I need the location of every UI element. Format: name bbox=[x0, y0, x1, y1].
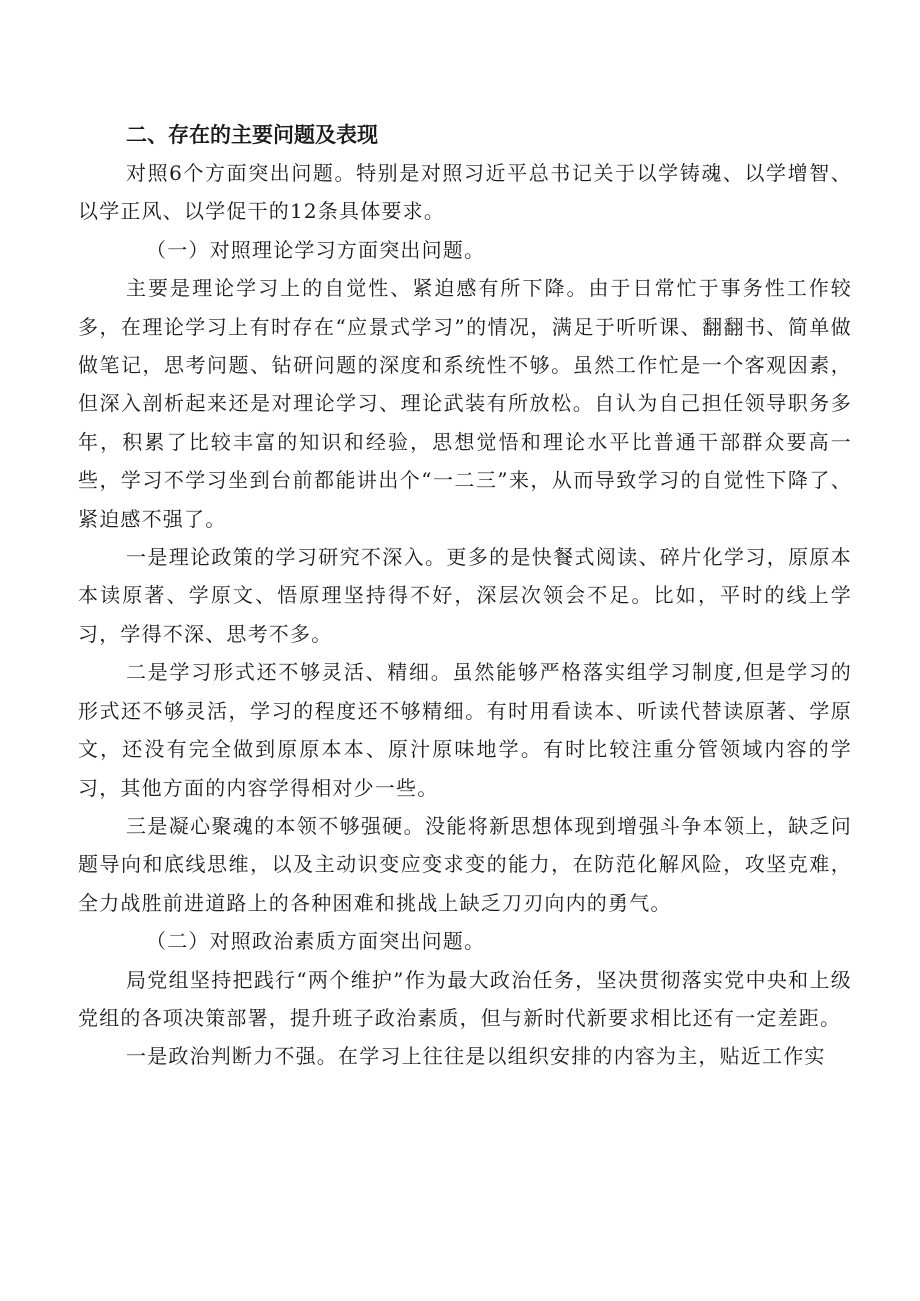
paragraph-theory-point-2: 二是学习形式还不够灵活、精细。虽然能够严格落实组学习制度,但是学习的形式还不够灵活，学习的程度还不够精细。有时用看读本、听读代替读原著、学原文，还没有完全做到原原本本、原汁原味地学。有时比较注重分管领域内容的学习，其他方面的内容学得相对少一些。 bbox=[78, 660, 852, 800]
paragraph-intro: 对照6个方面突出问题。特别是对照习近平总书记关于以学铸魂、以学增智、以学正风、以学促干的12条具体要求。 bbox=[78, 161, 852, 224]
paragraph-theory-main: 主要是理论学习上的自觉性、紧迫感有所下降。由于日常忙于事务性工作较多，在理论学习上有时存在“应景式学习”的情况，满足于听听课、翻翻书、简单做做笔记，思考问题、钻研问题的深度和系统性不够。虽然工作忙是一个客观因素，但深入剖析起来还是对理论学习、理论武装有所放松。自认为自己担任领导职务多年，积累了比较丰富的知识和经验，思想觉悟和理论水平比普通干部群众要高一些，学习不学习坐到台前都能讲出个“一二三”来，从而导致学习的自觉性下降了、紧迫感不强了。 bbox=[78, 276, 852, 531]
document-body bbox=[78, 116, 852, 1076]
paragraph-theory-point-1: 一是理论政策的学习研究不深入。更多的是快餐式阅读、碎片化学习，原原本本读原著、学原文、悟原理坚持得不好，深层次领会不足。比如，平时的线上学习，学得不深、思考不多。 bbox=[78, 545, 852, 646]
paragraph-political-main: 局党组坚持把践行“两个维护”作为最大政治任务，坚决贯彻落实党中央和上级党组的各项决策部署，提升班子政治素质，但与新时代新要求相比还有一定差距。 bbox=[78, 967, 852, 1030]
subheading-theory-study: （一）对照理论学习方面突出问题。 bbox=[146, 237, 486, 262]
section-heading: 二、存在的主要问题及表现 bbox=[126, 123, 378, 147]
paragraph-political-point-1: 一是政治判断力不强。在学习上往往是以组织安排的内容为主，贴近工作实 bbox=[126, 1044, 826, 1069]
subheading-political-quality: （二）对照政治素质方面突出问题。 bbox=[146, 929, 486, 954]
paragraph-theory-point-3: 三是凝心聚魂的本领不够强硬。没能将新思想体现到增强斗争本领上，缺乏问题导向和底线思维，以及主动识变应变求变的能力，在防范化解风险，攻坚克难，全力战胜前进道路上的各种困难和挑战上缺乏刀刃向内的勇气。 bbox=[78, 813, 852, 915]
